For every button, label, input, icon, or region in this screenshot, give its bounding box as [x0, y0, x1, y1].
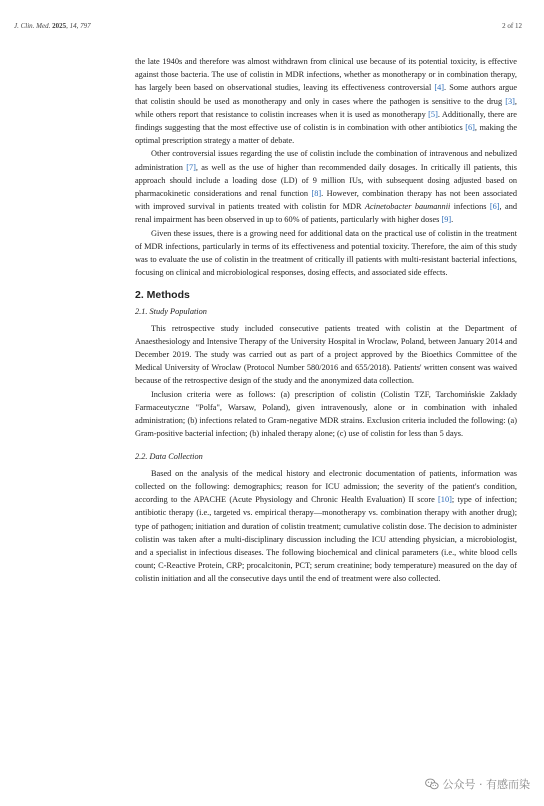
- article-body: [135, 55, 517, 586]
- page-number: 2 of 12: [502, 22, 522, 30]
- paragraph-data-collection: Based on the analysis of the medical history and electronic documentation of patients, information was collected on the following: demographics; reason for ICU admission; the severity of the patient's condition, according to the APACHE (Acute Physiology and Chronic Health Evaluation) II score [10]; type of infection; antibiotic therapy (i.e., targeted vs. empirical therapy—monotherapy vs. combination therapy with another drug); type of pathogen; initiation and duration of colistin treatment; cumulative colistin dose. The decision to administer colistin was taken after a multi-disciplinary discussion including the ICU attending physician, a microbiologist, and a specialist in infectious diseases. The following biochemical and clinical parameters (i.e., white blood cells count; C-Reactive Protein, CRP; procalcitonin, PCT; serum creatinine; body temperature) measured on the day of colistin initiation and all the consecutive days until the end of treatment were also collected.: [135, 468, 517, 584]
- journal-citation: [14, 22, 91, 30]
- paragraph-intro-3: Given these issues, there is a growing need for additional data on the practical use of colistin in the treatment of MDR infections, particularly in terms of its effectiveness and potential toxicity. Therefore, the aim of this study was to evaluate the use of colistin in the treatment of critically ill patients with multi-resistant bacterial infections, focusing on clinical and microbiological responses, dosing effects, and associated side effects.: [135, 228, 517, 278]
- journal-year: 2025: [52, 22, 67, 30]
- citation-link[interactable]: [6]: [489, 202, 500, 212]
- watermark: [425, 776, 531, 792]
- citation-link[interactable]: [10]: [438, 495, 452, 505]
- paragraph-inclusion-criteria: Inclusion criteria were as follows: (a) prescription of colistin (Colistin TZF, Tarchomińskie Zakłady Farmaceutyczne "Polfa", Warsaw, Poland), given intravenously, alone or in combination with inhaled administration; (b) infections related to Gram-negative MDR strains. Exclusion criteria included the following: (a) Gram-positive bacterial infection; (b) inhaled therapy alone; (c) use of colistin for less than 5 days.: [135, 389, 517, 439]
- citation-link[interactable]: [8]: [311, 189, 322, 199]
- citation-link[interactable]: [6]: [465, 123, 475, 133]
- subsection-heading-study-population: 2.1. Study Population: [135, 307, 207, 317]
- citation-link[interactable]: [3]: [505, 96, 515, 106]
- paragraph-study-population: This retrospective study included consecutive patients treated with colistin at the Department of Anaesthesiology and Intensive Therapy of the University Hospital in Wroclaw, Poland, between January 2014 and December 2019. The study was carried out as part of a project approved by the Bioethics Committee of the Medical University of Wroclaw (Protocol Number 580/2016 and 655/2018). Patients' written consent was waived because of the retrospective design of the study and the anonymized data collection.: [135, 323, 517, 386]
- citation-link[interactable]: [9]: [441, 215, 452, 225]
- journal-name: J. Clin. Med.: [14, 22, 51, 30]
- watermark-text: 公众号 · 有感而染: [442, 778, 530, 791]
- paragraph-intro-2: Other controversial issues regarding the use of colistin include the combination of intravenous and nebulized administration [7], as well as the use of higher than recommended daily dosages. In critically ill patients, this approach should include a loading dose (LD) of 9 million IUs, with subsequent dosing adjusted based on pharmacokinetic considerations and renal function [8]. However, combination therapy has not been associated with improved survival in patients treated with colistin for MDR Acinetobacter baumannii infections [6], and renal impairment has been observed in up to 60% of patients, particularly with higher doses [9].: [135, 149, 518, 225]
- paragraph-intro-1: the late 1940s and therefore was almost withdrawn from clinical use because of its potential toxicity, is effective against those bacteria. The use of colistin in MDR infections, whether as monotherapy or in combination therapy, has largely been based on observational studies, leaving its effectiveness controversial [4]. Some authors argue that colistin should be used as monotherapy and only in cases where the pathogen is sensitive to the drug [3], while others report that resistance to colistin increases when it is used as monotherapy [5]. Additionally, there are findings suggesting that the most effective use of colistin is in combination with other antibiotics [6], making the optimal prescription strategy a matter of debate.: [135, 57, 517, 146]
- wechat-icon: [425, 778, 439, 790]
- citation-link[interactable]: [4]: [434, 83, 445, 93]
- section-heading-methods: 2. Methods: [135, 289, 190, 302]
- citation-link[interactable]: [7]: [186, 162, 196, 172]
- citation-link[interactable]: [5]: [428, 109, 438, 119]
- page-header: [14, 22, 522, 30]
- subsection-heading-data-collection: 2.2. Data Collection: [135, 452, 203, 462]
- journal-volume: , 14, 797: [66, 22, 91, 30]
- italic-term: Acinetobacter baumannii: [364, 202, 451, 212]
